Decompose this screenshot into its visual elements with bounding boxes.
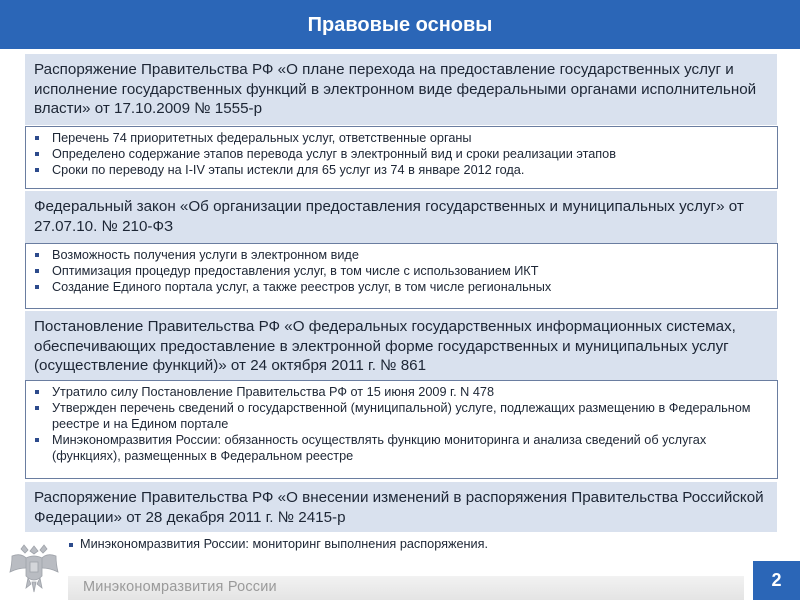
section-3-bullet-list [32, 384, 771, 464]
section-3-heading: Постановление Правительства РФ «О федеральных государственных информационных системах, обеспечивающих предоставление в электронной форме государственных и муниципальных услуг (осуществление функций)» от 24 октября 2011 г. № 861 [25, 311, 777, 381]
bullet-item: Утратило силу Постановление Правительства РФ от 15 июня 2009 г. N 478 [32, 384, 771, 400]
section-1-bullet-box [25, 126, 778, 189]
bullet-item: Минэкономразвития России: обязанность осуществлять функцию мониторинга и анализа сведений об услугах (функциях), размещенных в Федеральном реестре [32, 432, 771, 464]
bullet-item: Определено содержание этапов перевода услуг в электронный вид и сроки реализации этапов [32, 146, 771, 162]
section-1-heading: Распоряжение Правительства РФ «О плане перехода на предоставление государственных услуг и исполнение государственных функций в электронном виде федеральными органами исполнительной власти» от 17.10.2009 № 1555-р [25, 54, 777, 125]
section-4-heading: Распоряжение Правительства РФ «О внесении изменений в распоряжения Правительства Российской Федерации» от 28 декабря 2011 г. № 2415-р [25, 482, 777, 532]
coat-of-arms-icon [4, 538, 64, 596]
bullet-item: Возможность получения услуги в электронном виде [32, 247, 771, 263]
section-2-bullet-box [25, 243, 778, 309]
bullet-item: Перечень 74 приоритетных федеральных услуг, ответственные органы [32, 130, 771, 146]
slide-title: Правовые основы [0, 0, 800, 49]
page-number: 2 [753, 561, 800, 600]
section-2-bullet-list [32, 247, 771, 295]
section-3-bullet-box [25, 380, 778, 479]
section-1-bullet-list [32, 130, 771, 178]
section-4-bullet: Минэкономразвития России: мониторинг выполнения распоряжения. [80, 537, 489, 551]
ministry-name: Минэкономразвития России [83, 579, 277, 595]
bullet-item: Утвержден перечень сведений о государственной (муниципальной) услуге, подлежащих размещению в Федеральном реестре и на Едином портале [32, 400, 771, 432]
section-2-heading: Федеральный закон «Об организации предоставления государственных и муниципальных услуг» от 27.07.10. № 210-ФЗ [25, 191, 777, 243]
bullet-item: Оптимизация процедур предоставления услуг, в том числе с использованием ИКТ [32, 263, 771, 279]
bullet-item: Создание Единого портала услуг, а также реестров услуг, в том числе региональных [32, 279, 771, 295]
bullet-item: Сроки по переводу на I-IV этапы истекли для 65 услуг из 74 в январе 2012 года. [32, 162, 771, 178]
